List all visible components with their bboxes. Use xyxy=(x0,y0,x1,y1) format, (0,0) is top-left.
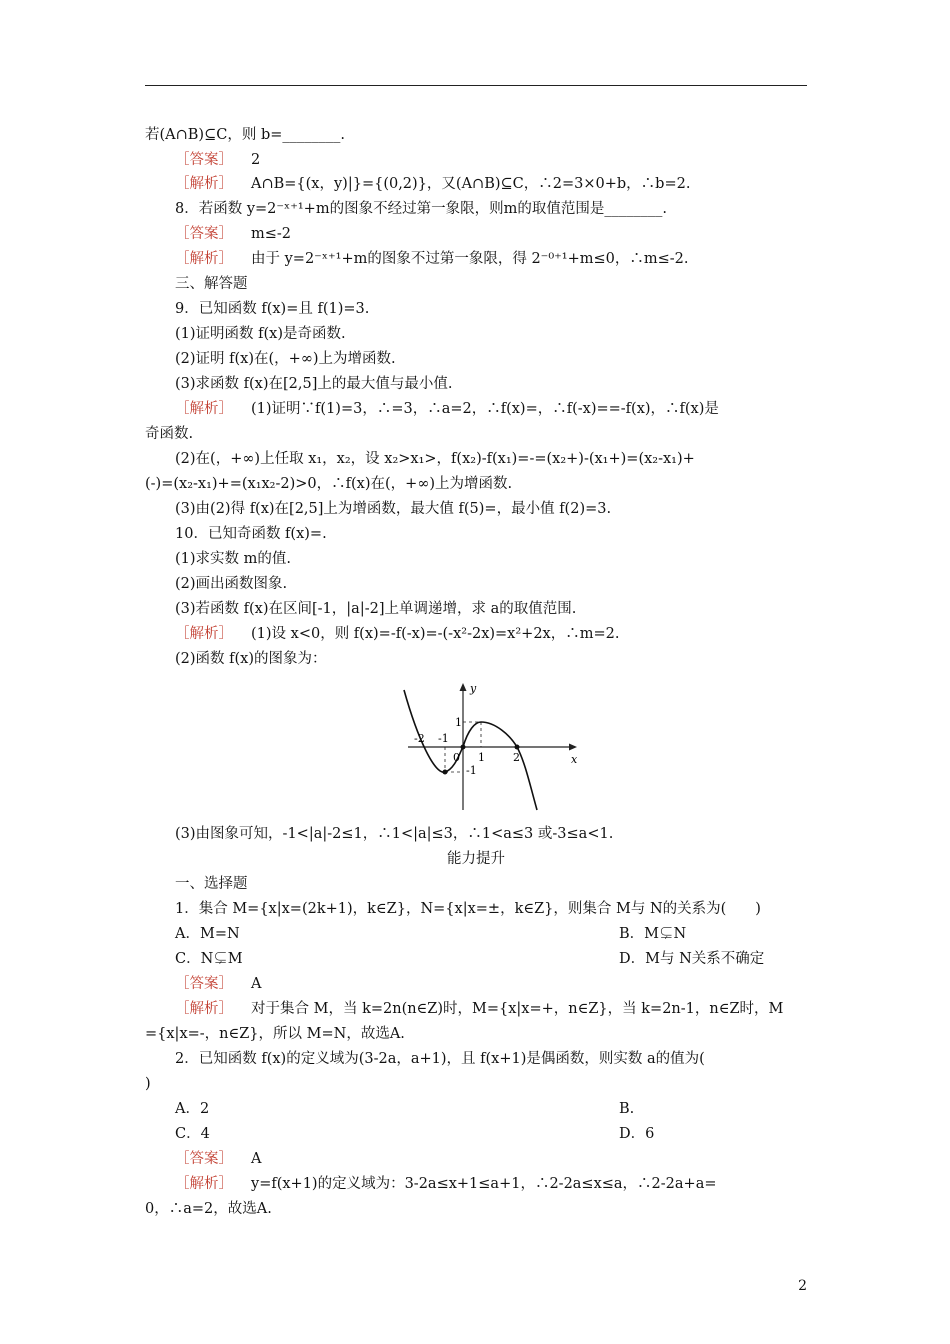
text-line: (-)=(x₂-x₁)+=(x₁x₂-2)>0，∴f(x)在(，+∞)上为增函数. xyxy=(145,476,513,492)
analysis-line: ［解析］ y=f(x+1)的定义域为：3-2a≤x+1≤a+1，∴2-2a≤x≤a，∴2-2a+a= xyxy=(175,1176,717,1192)
analysis-line: ［解析］ 对于集合 M，当 k=2n(n∈Z)时，M={x|x=+，n∈Z}，当 k=2n-1，n∈Z时，M xyxy=(175,1001,784,1017)
page-number: 2 xyxy=(798,1278,807,1294)
answer-line: ［答案］ 2 xyxy=(175,152,261,168)
tick-label: -2 xyxy=(414,732,425,745)
options-row: C．4 D．6 xyxy=(175,1126,655,1142)
question-2: 2．已知函数 f(x)的定义域为(3-2a，a+1)，且 f(x+1)是偶函数，则实数 a的值为( xyxy=(175,1051,705,1067)
question-8: 8．若函数 y=2⁻ˣ⁺¹+m的图象不经过第一象限，则m的取值范围是________. xyxy=(175,201,667,217)
text-line: 若(A∩B)⊆C，则 b=________. xyxy=(145,127,345,143)
text-line: (3)若函数 f(x)在区间[-1，|a|-2]上单调递增，求 a的取值范围. xyxy=(175,601,577,617)
header-rule xyxy=(145,85,807,86)
text-line: ={x|x=-，n∈Z}，所以 M=N，故选A. xyxy=(145,1026,405,1042)
analysis-line: ［解析］ (1)设 x<0，则 f(x)=-f(-x)=-(-x²-2x)=x²+2x，∴m=2. xyxy=(175,626,620,642)
point-min xyxy=(443,770,448,775)
question-1: 1．集合 M={x|x=(2k+1)，k∈Z}，N={x|x=±，k∈Z}，则集合 M与 N的关系为( ) xyxy=(175,901,761,917)
x-axis-label: x xyxy=(571,753,578,766)
question-9: 9．已知函数 f(x)=且 f(1)=3. xyxy=(175,301,370,317)
text-line: (2)画出函数图象. xyxy=(175,576,288,592)
text-line: (3)由图象可知，-1<|a|-2≤1，∴1<|a|≤3，∴1<a≤3 或-3≤a<1. xyxy=(175,826,614,842)
y-axis-arrow xyxy=(460,683,467,691)
text-line: 奇函数. xyxy=(145,426,194,442)
section-heading: 三、解答题 xyxy=(175,276,248,292)
tick-label: -1 xyxy=(438,732,449,745)
text-line: (1)求实数 m的值. xyxy=(175,551,292,567)
tick-label: 1 xyxy=(478,751,485,764)
answer-line: ［答案］ A xyxy=(175,1151,262,1167)
analysis-line: ［解析］ A∩B={(x，y)|}={(0,2)}，又(A∩B)⊆C，∴2=3×0+b，∴b=2. xyxy=(175,176,691,192)
answer-line: ［答案］ m≤-2 xyxy=(175,226,292,242)
text-line: (3)求函数 f(x)在[2,5]上的最大值与最小值. xyxy=(175,376,453,392)
function-curve xyxy=(404,690,537,810)
tick-label: 1 xyxy=(455,716,462,729)
options-row: C．N⊊M D．M与 N关系不确定 xyxy=(175,951,765,967)
options-row: A．M=N B．M⊊N xyxy=(175,926,687,942)
text-line: ) xyxy=(145,1076,151,1092)
point-origin xyxy=(461,745,466,750)
question-10: 10．已知奇函数 f(x)=. xyxy=(175,526,327,542)
text-line: (1)证明函数 f(x)是奇函数. xyxy=(175,326,346,342)
analysis-line: ［解析］ 由于 y=2⁻ˣ⁺¹+m的图象不过第一象限，得 2⁻⁰⁺¹+m≤0，∴m≤-2. xyxy=(175,251,689,267)
tick-label: -1 xyxy=(466,764,477,777)
text-line: (2)证明 f(x)在(，+∞)上为增函数. xyxy=(175,351,396,367)
text-line: (2)在(，+∞)上任取 x₁，x₂，设 x₂>x₁>，f(x₂)-f(x₁)=-=(x₂+)-(x₁+)=(x₂-x₁)+ xyxy=(175,451,695,467)
answer-line: ［答案］ A xyxy=(175,976,262,992)
text-line: 0，∴a=2，故选A. xyxy=(145,1201,272,1217)
text-line: (2)函数 f(x)的图象为： xyxy=(175,651,327,667)
analysis-line: ［解析］ (1)证明∵f(1)=3，∴=3，∴a=2，∴f(x)=，∴f(-x)==-f(x)，∴f(x)是 xyxy=(175,401,719,417)
tick-label: 0 xyxy=(453,751,460,764)
function-graph xyxy=(400,680,590,819)
point-x2 xyxy=(515,745,520,750)
tick-label: 2 xyxy=(513,751,520,764)
text-line: (3)由(2)得 f(x)在[2,5]上为增函数，最大值 f(5)=，最小值 f(2)=3. xyxy=(175,501,612,517)
x-axis-arrow xyxy=(569,744,577,751)
options-row: A．2 B. xyxy=(175,1101,635,1117)
y-axis-label: y xyxy=(470,682,477,695)
section-title: 能力提升 xyxy=(447,851,505,867)
section-heading: 一、选择题 xyxy=(175,876,248,892)
